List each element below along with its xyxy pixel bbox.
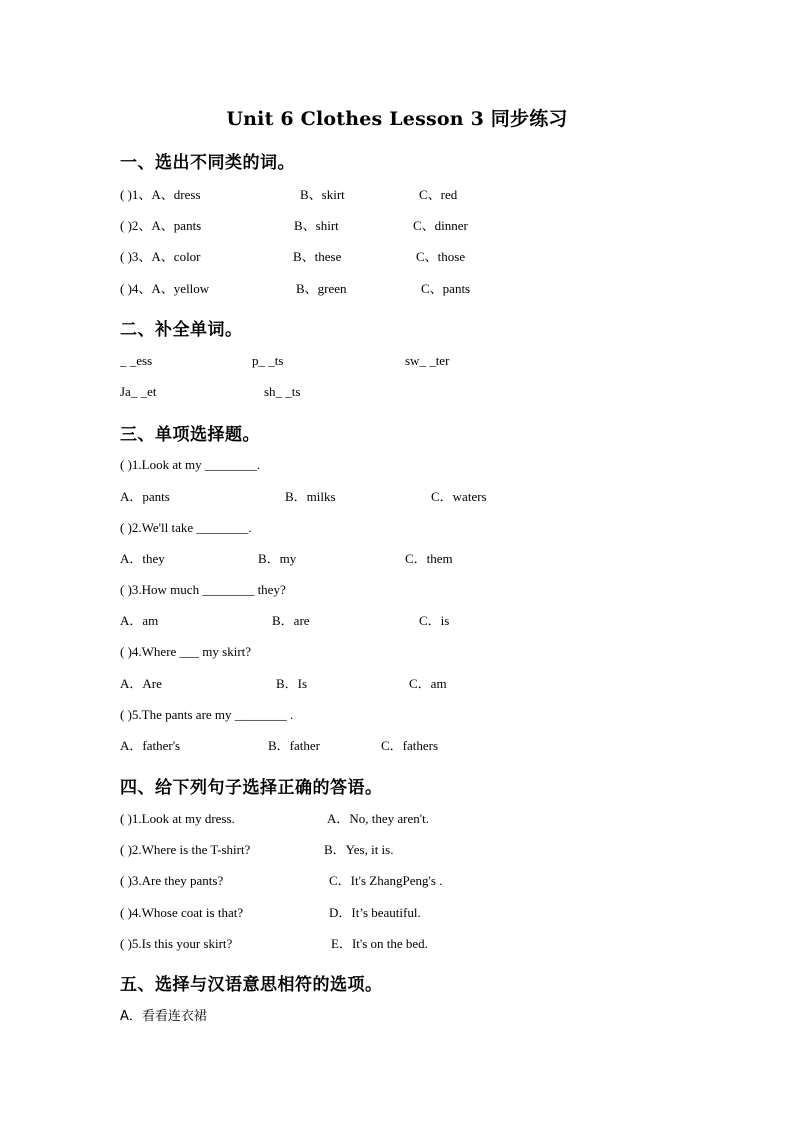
s3-q4 bbox=[120, 643, 680, 661]
section-5-heading: 五、选择与汉语意思相符的选项。 bbox=[120, 975, 383, 995]
s3-q2-text: ( )2.We'll take ________. bbox=[120, 520, 252, 535]
s1-row-1-c: C、red bbox=[419, 187, 458, 202]
s2-row-2 bbox=[120, 383, 680, 401]
s3-q4-a: A．Are bbox=[120, 676, 162, 691]
s4-row-1 bbox=[120, 810, 680, 828]
s3-q5 bbox=[120, 706, 680, 724]
s3-q5-c: C．fathers bbox=[381, 738, 439, 753]
s3-q2 bbox=[120, 519, 680, 537]
s2-word-4: Ja_ _et bbox=[120, 384, 157, 399]
s4-row-1-question: ( )1.Look at my dress. bbox=[120, 811, 235, 826]
s3-q3-b: B．are bbox=[272, 613, 310, 628]
s2-word-1: _ _ess bbox=[120, 353, 153, 368]
s1-row-2-c: C、dinner bbox=[413, 218, 468, 233]
s4-row-3-question: ( )3.Are they pants? bbox=[120, 873, 224, 888]
s1-row-2-b: B、shirt bbox=[294, 218, 339, 233]
s3-q1-c: C．waters bbox=[431, 489, 487, 504]
section-4-heading: 四、给下列句子选择正确的答语。 bbox=[120, 778, 383, 798]
s2-word-2: p_ _ts bbox=[252, 353, 284, 368]
s1-row-3-a: ( )3、A、color bbox=[120, 249, 201, 264]
s3-q5-options bbox=[120, 737, 680, 755]
s1-row-4-b: B、green bbox=[296, 281, 347, 296]
s3-q3-c: C．is bbox=[419, 613, 450, 628]
s4-row-5 bbox=[120, 935, 680, 953]
s3-q5-a: A．father's bbox=[120, 738, 181, 753]
s4-row-4 bbox=[120, 904, 680, 922]
s4-row-2-answer: B．Yes, it is. bbox=[324, 842, 394, 857]
s4-row-4-answer: D．It’s beautiful. bbox=[329, 905, 421, 920]
s3-q2-c: C．them bbox=[405, 551, 453, 566]
s4-row-1-answer: A．No, they aren't. bbox=[327, 811, 429, 826]
s2-word-3: sw_ _ter bbox=[405, 353, 450, 368]
s3-q1 bbox=[120, 456, 680, 474]
s3-q1-b: B．milks bbox=[285, 489, 336, 504]
s5-item-a-text: A．看看连衣裙 bbox=[120, 1009, 207, 1024]
s4-row-2 bbox=[120, 841, 680, 859]
s3-q3-options bbox=[120, 612, 680, 630]
s3-q4-c: C．am bbox=[409, 676, 447, 691]
s3-q3 bbox=[120, 581, 680, 599]
section-3-heading: 三、单项选择题。 bbox=[120, 425, 260, 445]
section-1-heading: 一、选出不同类的词。 bbox=[120, 153, 295, 173]
s3-q1-options bbox=[120, 488, 680, 506]
page-title: Unit 6 Clothes Lesson 3 同步练习 bbox=[226, 108, 568, 130]
s3-q2-a: A．they bbox=[120, 551, 165, 566]
s1-row-2 bbox=[120, 217, 680, 235]
s1-row-1-a: ( )1、A、dress bbox=[120, 187, 201, 202]
s3-q5-text: ( )5.The pants are my ________ . bbox=[120, 707, 294, 722]
s3-q3-a: A．am bbox=[120, 613, 159, 628]
s3-q1-text: ( )1.Look at my ________. bbox=[120, 457, 261, 472]
s1-row-4-a: ( )4、A、yellow bbox=[120, 281, 210, 296]
s4-row-3-answer: C．It's ZhangPeng's . bbox=[329, 873, 443, 888]
s1-row-4-c: C、pants bbox=[421, 281, 471, 296]
s1-row-3 bbox=[120, 248, 680, 266]
s2-word-5: sh_ _ts bbox=[264, 384, 301, 399]
s1-row-4 bbox=[120, 280, 680, 298]
s3-q3-text: ( )3.How much ________ they? bbox=[120, 582, 286, 597]
s4-row-4-question: ( )4.Whose coat is that? bbox=[120, 905, 244, 920]
s4-row-5-question: ( )5.Is this your skirt? bbox=[120, 936, 233, 951]
s3-q2-options bbox=[120, 550, 680, 568]
s2-row-1 bbox=[120, 352, 680, 370]
s3-q1-a: A．pants bbox=[120, 489, 170, 504]
s3-q2-b: B．my bbox=[258, 551, 297, 566]
s4-row-2-question: ( )2.Where is the T-shirt? bbox=[120, 842, 251, 857]
s3-q4-b: B．Is bbox=[276, 676, 308, 691]
s4-row-5-answer: E．It's on the bed. bbox=[331, 936, 428, 951]
s4-row-3 bbox=[120, 872, 680, 890]
s3-q4-text: ( )4.Where ___ my skirt? bbox=[120, 644, 252, 659]
s5-item-a bbox=[120, 1008, 680, 1026]
s3-q4-options bbox=[120, 675, 680, 693]
s1-row-1-b: B、skirt bbox=[300, 187, 345, 202]
s1-row-2-a: ( )2、A、pants bbox=[120, 218, 202, 233]
s1-row-1 bbox=[120, 186, 680, 204]
section-2-heading: 二、补全单词。 bbox=[120, 320, 243, 340]
s3-q5-b: B．father bbox=[268, 738, 320, 753]
s1-row-3-b: B、these bbox=[293, 249, 342, 264]
s1-row-3-c: C、those bbox=[416, 249, 466, 264]
